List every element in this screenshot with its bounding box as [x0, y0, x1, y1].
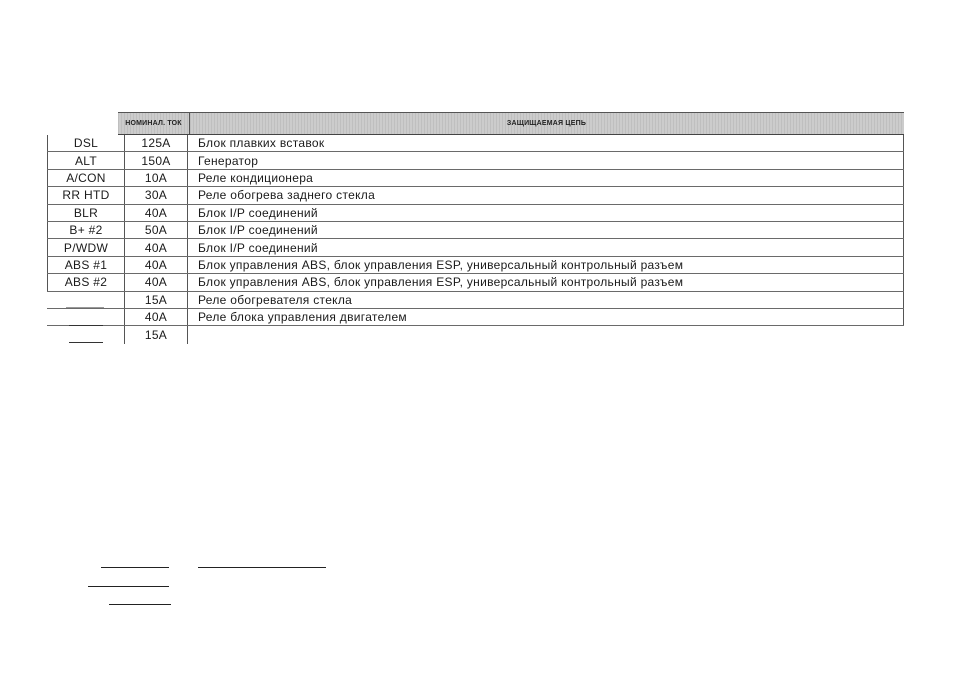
fuse-circuit: Блок I/P соединений — [188, 239, 904, 255]
fuse-rating: 15A — [125, 326, 188, 343]
fuse-name: P/WDW — [47, 239, 125, 255]
fuse-circuit: Реле обогревателя стекла — [188, 292, 904, 308]
underline-mark — [88, 586, 169, 587]
table-row — [47, 292, 904, 309]
table-row — [47, 257, 904, 274]
blank-name-line — [69, 342, 103, 343]
fuse-name — [47, 309, 125, 325]
fuse-name: DSL — [47, 135, 125, 151]
fuse-rating: 50A — [125, 222, 188, 238]
table-row — [47, 205, 904, 222]
fuse-circuit: Блок I/P соединений — [188, 222, 904, 238]
fuse-circuit: Блок управления ABS, блок управления ESP, универсальный контрольный разъем — [188, 274, 904, 290]
table-row — [47, 309, 904, 326]
fuse-rating: 150A — [125, 152, 188, 168]
fuse-circuit — [188, 326, 904, 343]
underline-mark — [109, 604, 171, 605]
table-row — [47, 222, 904, 239]
table-row — [47, 135, 904, 152]
fuse-circuit: Блок управления ABS, блок управления ESP, универсальный контрольный разъем — [188, 257, 904, 273]
header-rating: НОМИНАЛ. ТОК — [118, 113, 190, 134]
fuse-rating: 10A — [125, 170, 188, 186]
blank-name-line — [66, 307, 104, 308]
table-row — [47, 326, 904, 343]
fuse-name — [47, 292, 125, 308]
fuse-name: ABS #2 — [47, 274, 125, 290]
table-row — [47, 274, 904, 291]
fuse-circuit: Реле кондиционера — [188, 170, 904, 186]
fuse-rating: 40A — [125, 257, 188, 273]
fuse-circuit: Генератор — [188, 152, 904, 168]
fuse-circuit: Реле обогрева заднего стекла — [188, 187, 904, 203]
fuse-name: BLR — [47, 205, 125, 221]
fuse-circuit: Блок I/P соединений — [188, 205, 904, 221]
fuse-name: ALT — [47, 152, 125, 168]
underline-mark — [101, 567, 169, 568]
table-row — [47, 239, 904, 256]
table-row — [47, 152, 904, 169]
header-circuit: ЗАЩИЩАЕМАЯ ЦЕПЬ — [506, 119, 587, 127]
table-row — [47, 170, 904, 187]
fuse-table — [47, 135, 904, 344]
fuse-rating: 40A — [125, 205, 188, 221]
underline-mark — [198, 567, 326, 568]
fuse-rating: 30A — [125, 187, 188, 203]
fuse-circuit: Реле блока управления двигателем — [188, 309, 904, 325]
blank-name-line — [69, 325, 103, 326]
fuse-rating: 40A — [125, 309, 188, 325]
fuse-circuit: Блок плавких вставок — [188, 135, 904, 151]
fuse-name: ABS #1 — [47, 257, 125, 273]
fuse-rating: 40A — [125, 239, 188, 255]
fuse-name: B+ #2 — [47, 222, 125, 238]
fuse-name: RR HTD — [47, 187, 125, 203]
fuse-rating: 15A — [125, 292, 188, 308]
table-row — [47, 187, 904, 204]
fuse-name: A/CON — [47, 170, 125, 186]
table-header — [118, 112, 904, 135]
fuse-rating: 40A — [125, 274, 188, 290]
fuse-rating: 125A — [125, 135, 188, 151]
